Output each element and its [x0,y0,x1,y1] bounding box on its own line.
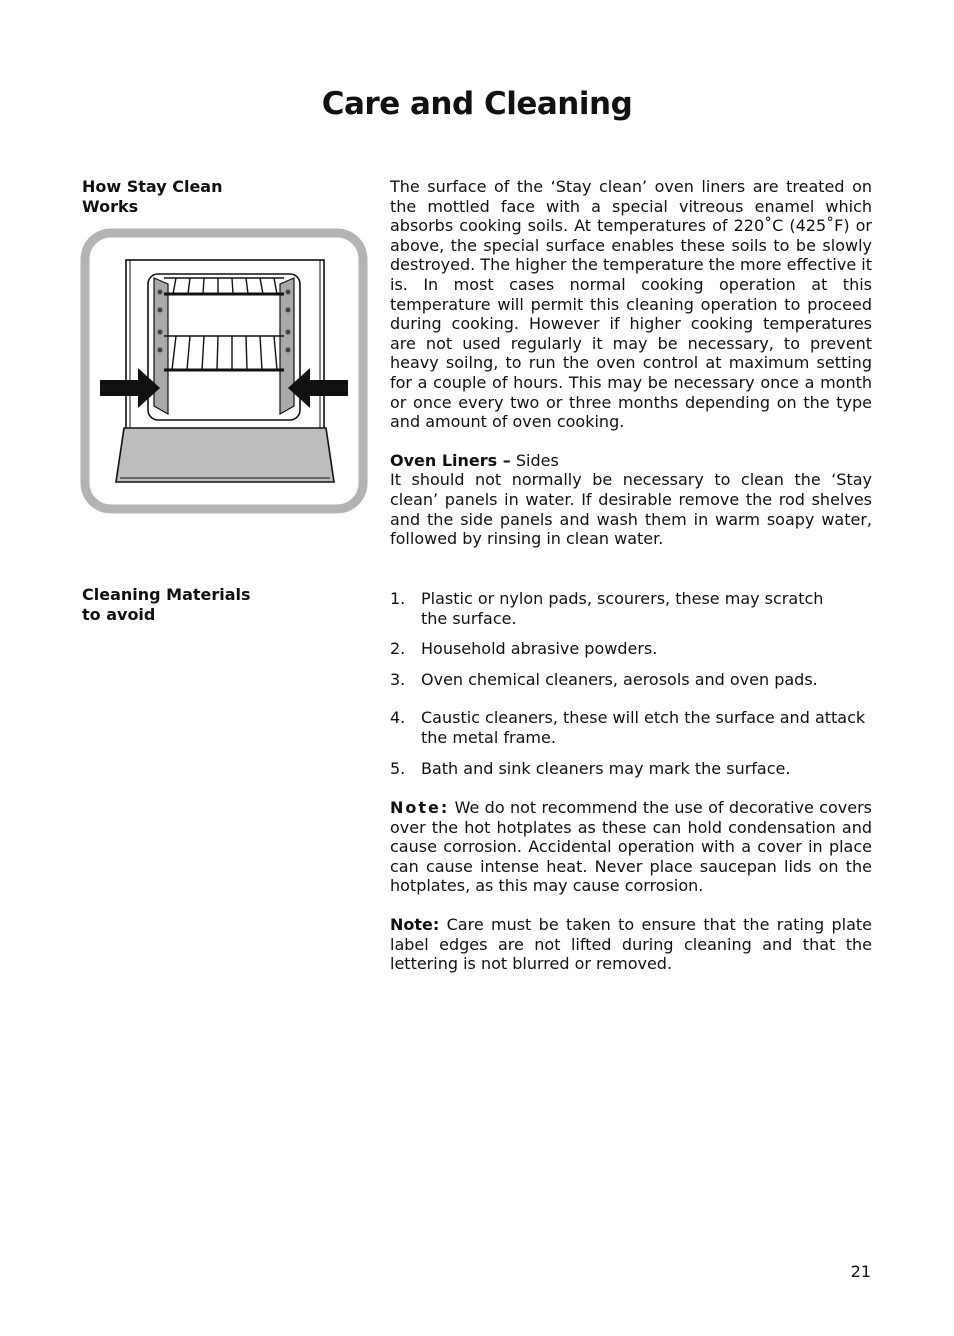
list-item: 4. Caustic cleaners, these will etch the surface and attack the metal frame. [390,708,866,747]
oven-liners-illustration [80,228,368,514]
oven-door [116,428,334,482]
list-item: 5. Bath and sink cleaners may mark the surface. [390,758,791,778]
list-item: 3. Oven chemical cleaners, aerosols and oven pads. [390,669,818,689]
section2-notes [390,798,872,974]
section1-body [390,177,872,549]
materials-list [390,589,872,778]
heading-line: to avoid [82,605,156,624]
section-heading-cleaning-materials [82,585,282,625]
oven-liners-label [390,451,872,471]
oven-liners-bold: Oven Liners – [390,450,511,470]
oven-liners-text: It should not normally be necessary to clean the ‘Stay clean’ panels in water. If desirable remove the rod shelves and the side panels and wash them in warm soapy water, followed by rinsing in clean water. [390,470,872,549]
heading-line: Cleaning Materials [82,585,251,604]
heading-line: How Stay Clean [82,177,223,196]
oven-cavity [148,274,300,420]
list-item: 2. Household abrasive powders. [390,639,658,659]
heading-line: Works [82,197,139,216]
list-item: 1. Plastic or nylon pads, scourers, these may scratch the surface. [390,589,824,628]
stay-clean-intro: The surface of the ‘Stay clean’ oven liners are treated on the mottled face with a special vitreous enamel which absorbs cooking soils. At temperatures of 220˚C (425˚F) or above, the special surface enables these soils to be slowly destroyed. The higher the temperature the more effective it is. In most cases normal cooking operation at this temperature will permit this cleaning operation to proceed during cooking. However if higher cooking temperatures are not used regularly it may be necessary, to prevent heavy soilng, to run the oven control at maximum setting for a couple of hours. This may be necessary once a month or once every two or three months depending on the type and amount of oven cooking. [390,177,872,432]
oven-liners-suffix: Sides [510,450,559,470]
page-number: 21 [850,1262,871,1281]
section-heading-how-stay-clean-works [82,177,282,217]
right-liner [280,278,294,414]
note-rating-plate: Note: Care must be taken to ensure that the rating plate label edges are not lifted during cleaning and that the lettering is not blurred or removed. [390,914,872,974]
page-title: Care and Cleaning [321,86,633,122]
left-liner [154,278,168,414]
note-decorative-covers: Note: We do not recommend the use of decorative covers over the hot hotplates as these can hold condensation and cause corrosion. Accidental operation with a cover in place can cause intense heat. Never place saucepan lids on the hotplates, as this may cause corrosion. [390,798,872,896]
